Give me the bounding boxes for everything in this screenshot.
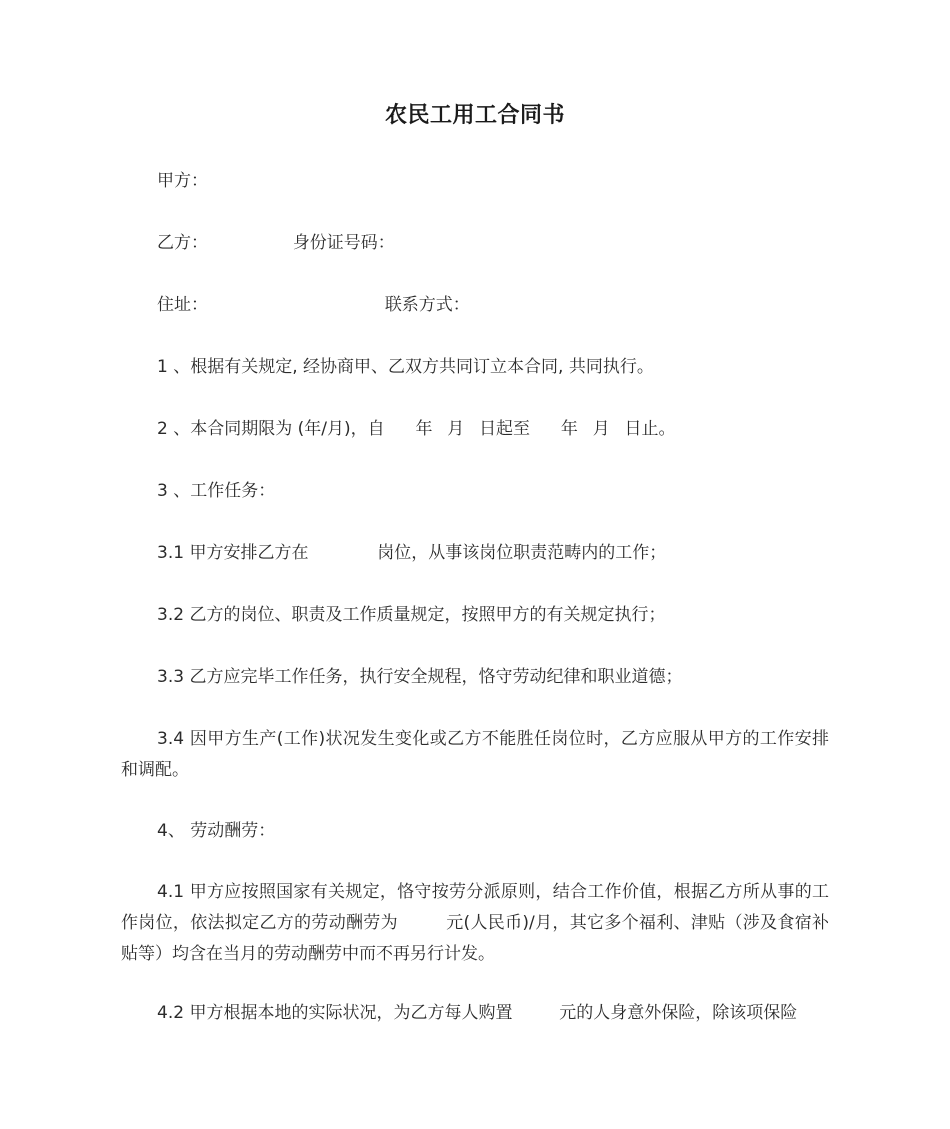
clause-4-1	[121, 877, 829, 970]
clause-2-year2: 年	[560, 419, 578, 439]
clause-3-3: 3.3 乙方应完毕工作任务，执行安全规程，恪守劳动纪律和职业道德；	[157, 667, 683, 687]
clause-2	[157, 418, 676, 440]
id-number-label: 身份证号码：	[292, 233, 395, 253]
party-b-line	[157, 232, 395, 254]
clause-2-day1: 日起至	[479, 419, 531, 439]
clause-3-1	[157, 542, 666, 564]
clause-2-text: 2 、本合同期限为 (年/月)，自	[157, 419, 385, 439]
clause-4-1-part1: 4.1 甲方应按照国家有关规定，恪守按劳分派原则，结合工作价值，根据乙方所从事的工作岗位，依法拟定乙方的劳动酬劳为	[121, 882, 829, 933]
clause-4-2-part2: 元的人身意外保险，除该项保险	[559, 1003, 798, 1023]
clause-4-2	[157, 1002, 797, 1024]
party-b-label: 乙方：	[157, 233, 208, 253]
clause-3-4: 3.4 因甲方生产(工作)状况发生变化或乙方不能胜任岗位时，乙方应服从甲方的工作安排和调配。	[121, 729, 829, 780]
document-title: 农民工用工合同书	[384, 103, 565, 128]
clause-3-1-part2: 岗位，从事该岗位职责范畴内的工作；	[377, 543, 667, 563]
clause-3: 3 、工作任务：	[157, 481, 276, 501]
party-a-line	[157, 170, 208, 192]
clause-3-2: 3.2 乙方的岗位、职责及工作质量规定，按照甲方的有关规定执行；	[157, 605, 666, 625]
clause-4: 4、 劳动酬劳：	[157, 821, 276, 841]
contact-label: 联系方式：	[384, 295, 470, 315]
clause-4-1-part2: 元(人民币)/月，其它多个福利、津贴（涉及食宿补贴等）均含在当月的劳动酬劳中而不再另行计发。	[121, 913, 830, 964]
clause-2-month1: 月	[447, 419, 465, 439]
clause-4-2-part1: 4.2 甲方根据本地的实际状况，为乙方每人购置	[157, 1003, 513, 1023]
address-line	[157, 294, 470, 316]
clause-1: 1 、根据有关规定, 经协商甲、乙双方共同订立本合同, 共同执行。	[157, 357, 654, 377]
clause-2-year1: 年	[415, 419, 433, 439]
party-a-label: 甲方：	[157, 171, 208, 191]
clause-3-1-part1: 3.1 甲方安排乙方在	[157, 543, 309, 563]
address-label: 住址：	[157, 295, 208, 315]
clause-2-day2: 日止。	[624, 419, 676, 439]
clause-2-month2: 月	[592, 419, 610, 439]
